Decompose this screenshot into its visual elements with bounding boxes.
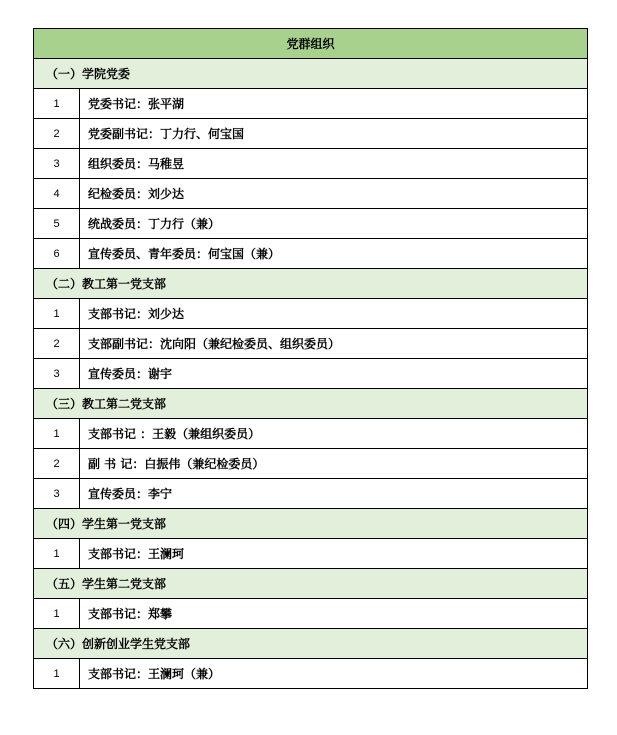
row-number: 1	[34, 419, 80, 449]
row-text: 宣传委员、青年委员：何宝国（兼）	[80, 239, 588, 269]
table-title: 党群组织	[34, 29, 588, 59]
row-text: 支部副书记：沈向阳（兼纪检委员、组织委员）	[80, 329, 588, 359]
row-text: 党委书记：张平湖	[80, 89, 588, 119]
table-row	[34, 449, 588, 479]
row-text: 纪检委员：刘少达	[80, 179, 588, 209]
table-row	[34, 119, 588, 149]
row-number: 2	[34, 329, 80, 359]
table-row	[34, 479, 588, 509]
row-number: 2	[34, 119, 80, 149]
table-body	[34, 29, 588, 689]
table-row	[34, 419, 588, 449]
table-row	[34, 209, 588, 239]
section-heading: （五）学生第二党支部	[34, 569, 588, 599]
table-row	[34, 299, 588, 329]
row-text: 统战委员：丁力行（兼）	[80, 209, 588, 239]
row-text: 支部书记：郑攀	[80, 599, 588, 629]
row-number: 3	[34, 359, 80, 389]
row-number: 1	[34, 599, 80, 629]
table-row	[34, 89, 588, 119]
section-header-row	[34, 629, 588, 659]
table-row	[34, 329, 588, 359]
row-number: 1	[34, 89, 80, 119]
row-number: 3	[34, 149, 80, 179]
section-heading: （四）学生第一党支部	[34, 509, 588, 539]
row-text: 支部书记 ：王毅（兼组织委员）	[80, 419, 588, 449]
section-header-row	[34, 269, 588, 299]
title-row	[34, 29, 588, 59]
row-text: 支部书记：王澜珂（兼）	[80, 659, 588, 689]
section-heading: （一）学院党委	[34, 59, 588, 89]
row-number: 1	[34, 539, 80, 569]
table-row	[34, 239, 588, 269]
table-row	[34, 179, 588, 209]
row-text: 支部书记：刘少达	[80, 299, 588, 329]
row-text: 支部书记：王澜珂	[80, 539, 588, 569]
section-header-row	[34, 59, 588, 89]
row-number: 5	[34, 209, 80, 239]
row-text: 党委副书记：丁力行、何宝国	[80, 119, 588, 149]
table-row	[34, 599, 588, 629]
row-number: 1	[34, 299, 80, 329]
table-row	[34, 149, 588, 179]
party-organization-table	[33, 28, 588, 689]
table-row	[34, 539, 588, 569]
section-heading: （六）创新创业学生党支部	[34, 629, 588, 659]
row-text: 组织委员：马稚昱	[80, 149, 588, 179]
section-header-row	[34, 509, 588, 539]
table-row	[34, 659, 588, 689]
row-text: 宣传委员：谢宇	[80, 359, 588, 389]
row-number: 6	[34, 239, 80, 269]
section-heading: （三）教工第二党支部	[34, 389, 588, 419]
table-row	[34, 359, 588, 389]
section-header-row	[34, 569, 588, 599]
row-text: 宣传委员：李宁	[80, 479, 588, 509]
row-number: 2	[34, 449, 80, 479]
section-heading: （二）教工第一党支部	[34, 269, 588, 299]
row-number: 1	[34, 659, 80, 689]
row-number: 4	[34, 179, 80, 209]
row-number: 3	[34, 479, 80, 509]
row-text: 副 书 记：白振伟（兼纪检委员）	[80, 449, 588, 479]
section-header-row	[34, 389, 588, 419]
